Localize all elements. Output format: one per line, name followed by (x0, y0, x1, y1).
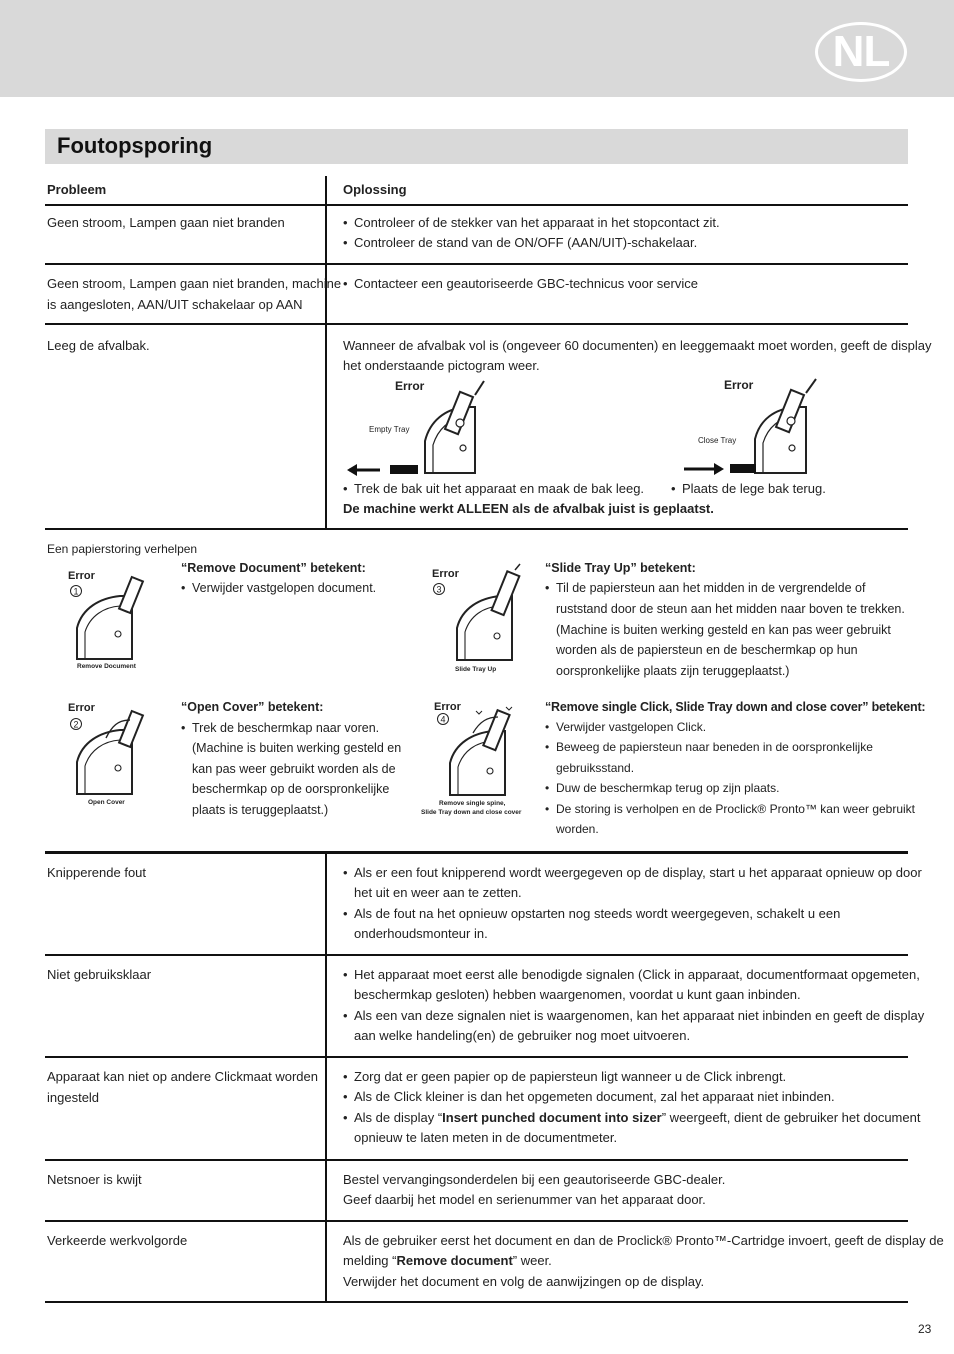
problem-cell: is aangesloten, AAN/UIT schakelaar op AAN (47, 297, 303, 312)
problem-cell: Apparaat kan niet op andere Clickmaat worden (47, 1069, 318, 1084)
column-divider (325, 853, 327, 1302)
jam-item-heading: “Open Cover” betekent: (181, 700, 324, 714)
remove-spine-label: Remove single spine, (439, 800, 506, 807)
solution-text: Verwijder het document en volg de aanwijzingen op de display. (343, 1274, 705, 1289)
empty-tray-label: Empty Tray (369, 425, 410, 434)
tray-warning: De machine werkt ALLEEN als de afvalbak juist is geplaatst. (343, 501, 714, 516)
solution-item: • Controleer of de stekker van het apparaat in het stopcontact zit. (343, 213, 720, 234)
remove-document-label: Remove Document (77, 663, 136, 670)
divider (45, 1301, 908, 1303)
col-header-problem: Probleem (47, 182, 107, 197)
jam-item-heading: “Remove single Click, Slide Tray down and close cover” betekent: (545, 700, 926, 714)
empty-tray-illustration (345, 373, 495, 478)
solution-text: beschermkap gesloten) hebben waargenomen, voordat u kunt gaan inbinden. (354, 987, 801, 1002)
solution-text: het onderstaande pictogram weer. (343, 358, 540, 373)
error-label: Error (395, 379, 425, 393)
jam-item-text: ruststand door de steun aan het midden naar boven te trekken. (556, 602, 905, 616)
solution-item: • Het apparaat moet eerst alle benodigde signalen (Click in apparaat, documentformaat opgemeten, (343, 965, 920, 986)
error-label: Error (68, 702, 95, 714)
close-tray-illustration (680, 373, 830, 478)
slide-tray-down-label: Slide Tray down and close cover (421, 809, 522, 816)
solution-text: Wanneer de afvalbak vol is (ongeveer 60 documenten) en leeggemaakt moet worden, geeft de display (343, 338, 932, 353)
divider (45, 851, 908, 854)
solution-item: • Als de fout na het opnieuw opstarten nog steeds wordt weergegeven, schakelt u een (343, 904, 840, 925)
slide-tray-up-illustration (425, 562, 530, 677)
jam-heading: Een papierstoring verhelpen (47, 542, 198, 556)
error-label: Error (724, 378, 754, 392)
jam-item-text: (Machine is buiten werking gesteld en kan pas weer gebruikt (556, 623, 891, 637)
jam-item-heading: “Slide Tray Up” betekent: (545, 561, 696, 575)
figure-caption: • Plaats de lege bak terug. (671, 479, 826, 500)
slide-tray-up-label: Slide Tray Up (455, 666, 497, 673)
divider (45, 1159, 908, 1161)
problem-cell: ingesteld (47, 1090, 100, 1105)
jam-item-heading: “Remove Document” betekent: (181, 561, 366, 575)
divider (45, 263, 908, 265)
jam-item-text: (Machine is buiten werking gesteld en (192, 741, 402, 755)
jam-item-text: beschermkap op de oorspronkelijke (192, 782, 390, 796)
remove-document-illustration (62, 566, 157, 674)
solution-text: Als de display “ (354, 1110, 443, 1125)
problem-cell: Niet gebruiksklaar (47, 967, 152, 982)
solution-text: onderhoudsmonteur in. (354, 926, 488, 941)
section-title-bar (45, 129, 908, 164)
jam-item-text: • De storing is verholpen en de Proclick® Pronto™ kan weer gebruikt (545, 799, 915, 820)
solution-text: opnieuw te laten meten in de documentmeter. (354, 1130, 618, 1145)
jam-item-text: plaats is teruggeplaatst.) (192, 803, 329, 817)
page-number: 23 (918, 1322, 932, 1336)
language-badge: NL (815, 22, 907, 82)
solution-text: ” weer. (512, 1253, 552, 1268)
divider (45, 1056, 908, 1058)
display-message: Insert punched document into sizer (442, 1110, 662, 1125)
solution-text: Geef daarbij het model en serienummer van het apparaat door. (343, 1192, 706, 1207)
problem-cell: Knipperende fout (47, 865, 147, 880)
solution-item: • Controleer de stand van de ON/OFF (AAN/UIT)-schakelaar. (343, 233, 697, 254)
figure-caption: • Trek de bak uit het apparaat en maak de bak leeg. (343, 479, 644, 500)
jam-item-text: gebruiksstand. (556, 761, 635, 775)
jam-item-text: worden. (556, 822, 599, 836)
jam-item-text: • Duw de beschermkap terug op zijn plaats. (545, 778, 779, 799)
divider (45, 528, 908, 530)
divider (45, 1220, 908, 1222)
divider (45, 954, 908, 956)
jam-item-text: • Trek de beschermkap naar voren. (181, 718, 379, 739)
divider (45, 323, 908, 325)
column-divider (325, 176, 327, 529)
problem-cell: Geen stroom, Lampen gaan niet branden, machine (47, 276, 342, 291)
solution-item: • Contacteer een geautoriseerde GBC-technicus voor service (343, 274, 698, 295)
solution-text: Bestel vervangingsonderdelen bij een geautoriseerde GBC-dealer. (343, 1172, 726, 1187)
solution-text: het uit en weer aan te zetten. (354, 885, 522, 900)
divider (45, 204, 908, 206)
error-label: Error (432, 568, 459, 580)
solution-item: • Zorg dat er geen papier op de papiersteun ligt wanneer u de Click inbrengt. (343, 1067, 786, 1088)
step-number: 1 (73, 586, 79, 597)
solution-item: • Als er een fout knipperend wordt weergegeven op de display, start u het apparaat opnieuw op door (343, 863, 922, 884)
solution-item: • Als een van deze signalen niet is waargenomen, kan het apparaat niet inbinden en geeft de display (343, 1006, 924, 1027)
error-label: Error (68, 570, 95, 582)
problem-cell: Verkeerde werkvolgorde (47, 1233, 188, 1248)
open-cover-label: Open Cover (88, 799, 125, 806)
col-header-solution: Oplossing (343, 182, 407, 197)
problem-cell: Netsnoer is kwijt (47, 1172, 142, 1187)
header-bar (0, 0, 954, 97)
error-label: Error (434, 701, 461, 713)
jam-item-text: worden als de papiersteun en de beschermkap op hun (556, 643, 858, 657)
page-title: Foutopsporing (57, 133, 213, 158)
close-tray-label: Close Tray (698, 436, 737, 445)
jam-item-text: • Verwijder vastgelopen document. (181, 578, 376, 599)
step-number: 2 (73, 719, 79, 730)
solution-item (343, 1108, 920, 1129)
solution-text: melding “ (343, 1253, 397, 1268)
problem-cell: Geen stroom, Lampen gaan niet branden (47, 215, 285, 230)
open-cover-illustration (62, 698, 157, 810)
step-number: 3 (436, 584, 442, 595)
jam-item-text: • Verwijder vastgelopen Click. (545, 717, 706, 738)
solution-text (343, 1251, 552, 1271)
solution-text: aan welke handeling(en) de gebruiker nog moet uitvoeren. (354, 1028, 691, 1043)
remove-single-spine-illustration (418, 697, 536, 819)
display-message: Remove document (396, 1253, 513, 1268)
problem-cell: Leeg de afvalbak. (47, 338, 150, 353)
step-number: 4 (440, 714, 446, 725)
solution-item: • Als de Click kleiner is dan het opgemeten document, zal het apparaat niet inbinden. (343, 1087, 835, 1108)
jam-item-text: oorspronkelijke plaats zijn teruggeplaatst.) (556, 664, 790, 678)
jam-item-text: • Til de papiersteun aan het midden in de vergrendelde of (545, 578, 865, 599)
solution-text: ” weergeeft, dient de gebruiker het document (661, 1110, 921, 1125)
solution-text: Als de gebruiker eerst het document en dan de Proclick® Pronto™-Cartridge invoert, geeft de display de (343, 1233, 944, 1248)
jam-item-text: kan pas weer gebruikt worden als de (192, 762, 396, 776)
jam-item-text: • Beweeg de papiersteun naar beneden in de oorspronkelijke (545, 737, 873, 758)
